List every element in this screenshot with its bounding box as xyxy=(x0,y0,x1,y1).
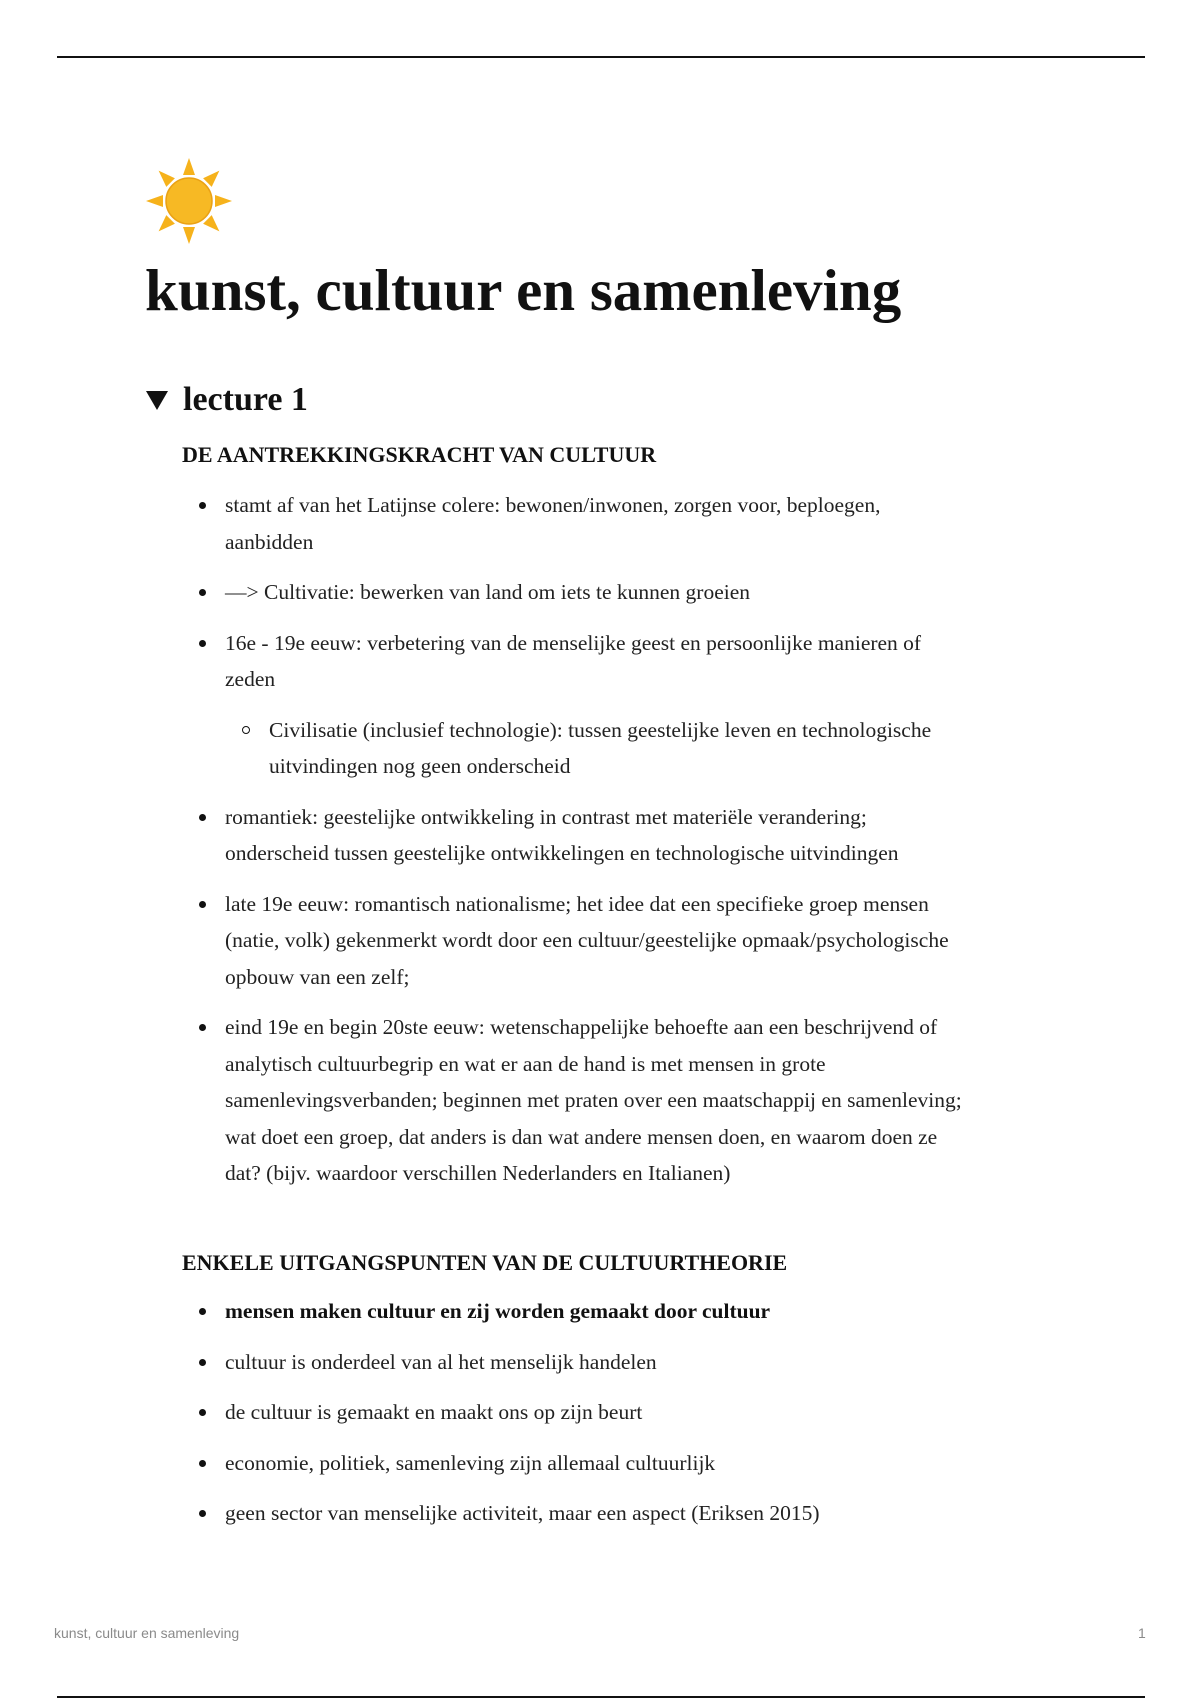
page-title: kunst, cultuur en samenleving xyxy=(145,257,902,323)
footer-page-number: 1 xyxy=(1138,1625,1146,1641)
list-item: late 19e eeuw: romantisch nationalisme; het idee dat een specifieke groep mensen (natie, volk) gekenmerkt wordt door een cultuur/geestelijke opmaak/psychologische opbouw van een zelf; xyxy=(182,886,1082,996)
sun-icon xyxy=(144,156,234,246)
lecture-toggle[interactable] xyxy=(145,380,308,421)
list-item: romantiek: geestelijke ontwikkeling in contrast met materiële verandering; onderscheid tussen geestelijke ontwikkelingen en technologische uitvindingen xyxy=(182,799,1082,872)
list-item: 16e - 19e eeuw: verbetering van de menselijke geest en persoonlijke manieren of zeden xyxy=(182,625,1082,698)
top-divider xyxy=(57,56,1145,58)
sub-list-item: Civilisatie (inclusief technologie): tussen geestelijke leven en technologische uitvindingen nog geen onderscheid xyxy=(182,712,1082,785)
list-item: mensen maken cultuur en zij worden gemaakt door cultuur xyxy=(182,1293,1082,1330)
list-item: eind 19e en begin 20ste eeuw: wetenschappelijke behoefte aan een beschrijvend of analytisch cultuurbegrip en wat er aan de hand is met mensen in grote samenlevingsverbanden; beginnen met praten over een maatschappij en samenleving; wat doet een groep, dat anders is dan wat andere mensen doen, en waarom doen ze dat? (bijv. waardoor verschillen Nederlanders en Italianen) xyxy=(182,1009,1082,1192)
triangle-down-icon[interactable] xyxy=(145,388,169,412)
section-heading: DE AANTREKKINGSKRACHT VAN CULTUUR xyxy=(182,442,657,467)
list-item: stamt af van het Latijnse colere: bewonen/inwonen, zorgen voor, beploegen, aanbidden xyxy=(182,487,1082,560)
list-item: economie, politiek, samenleving zijn allemaal cultuurlijk xyxy=(182,1445,1082,1482)
list-item: cultuur is onderdeel van al het menselijk handelen xyxy=(182,1344,1082,1381)
bullet-list xyxy=(182,487,1082,1192)
section-heading: ENKELE UITGANGSPUNTEN VAN DE CULTUURTHEORIE xyxy=(182,1250,788,1275)
bullet-list xyxy=(182,1293,1082,1532)
list-item: geen sector van menselijke activiteit, maar een aspect (Eriksen 2015) xyxy=(182,1495,1082,1532)
footer-document-title: kunst, cultuur en samenleving xyxy=(54,1625,240,1641)
toggle-heading: lecture 1 xyxy=(183,381,308,418)
bottom-divider xyxy=(57,1696,1145,1698)
list-item: —> Cultivatie: bewerken van land om iets te kunnen groeien xyxy=(182,574,1082,611)
list-item: de cultuur is gemaakt en maakt ons op zijn beurt xyxy=(182,1394,1082,1431)
